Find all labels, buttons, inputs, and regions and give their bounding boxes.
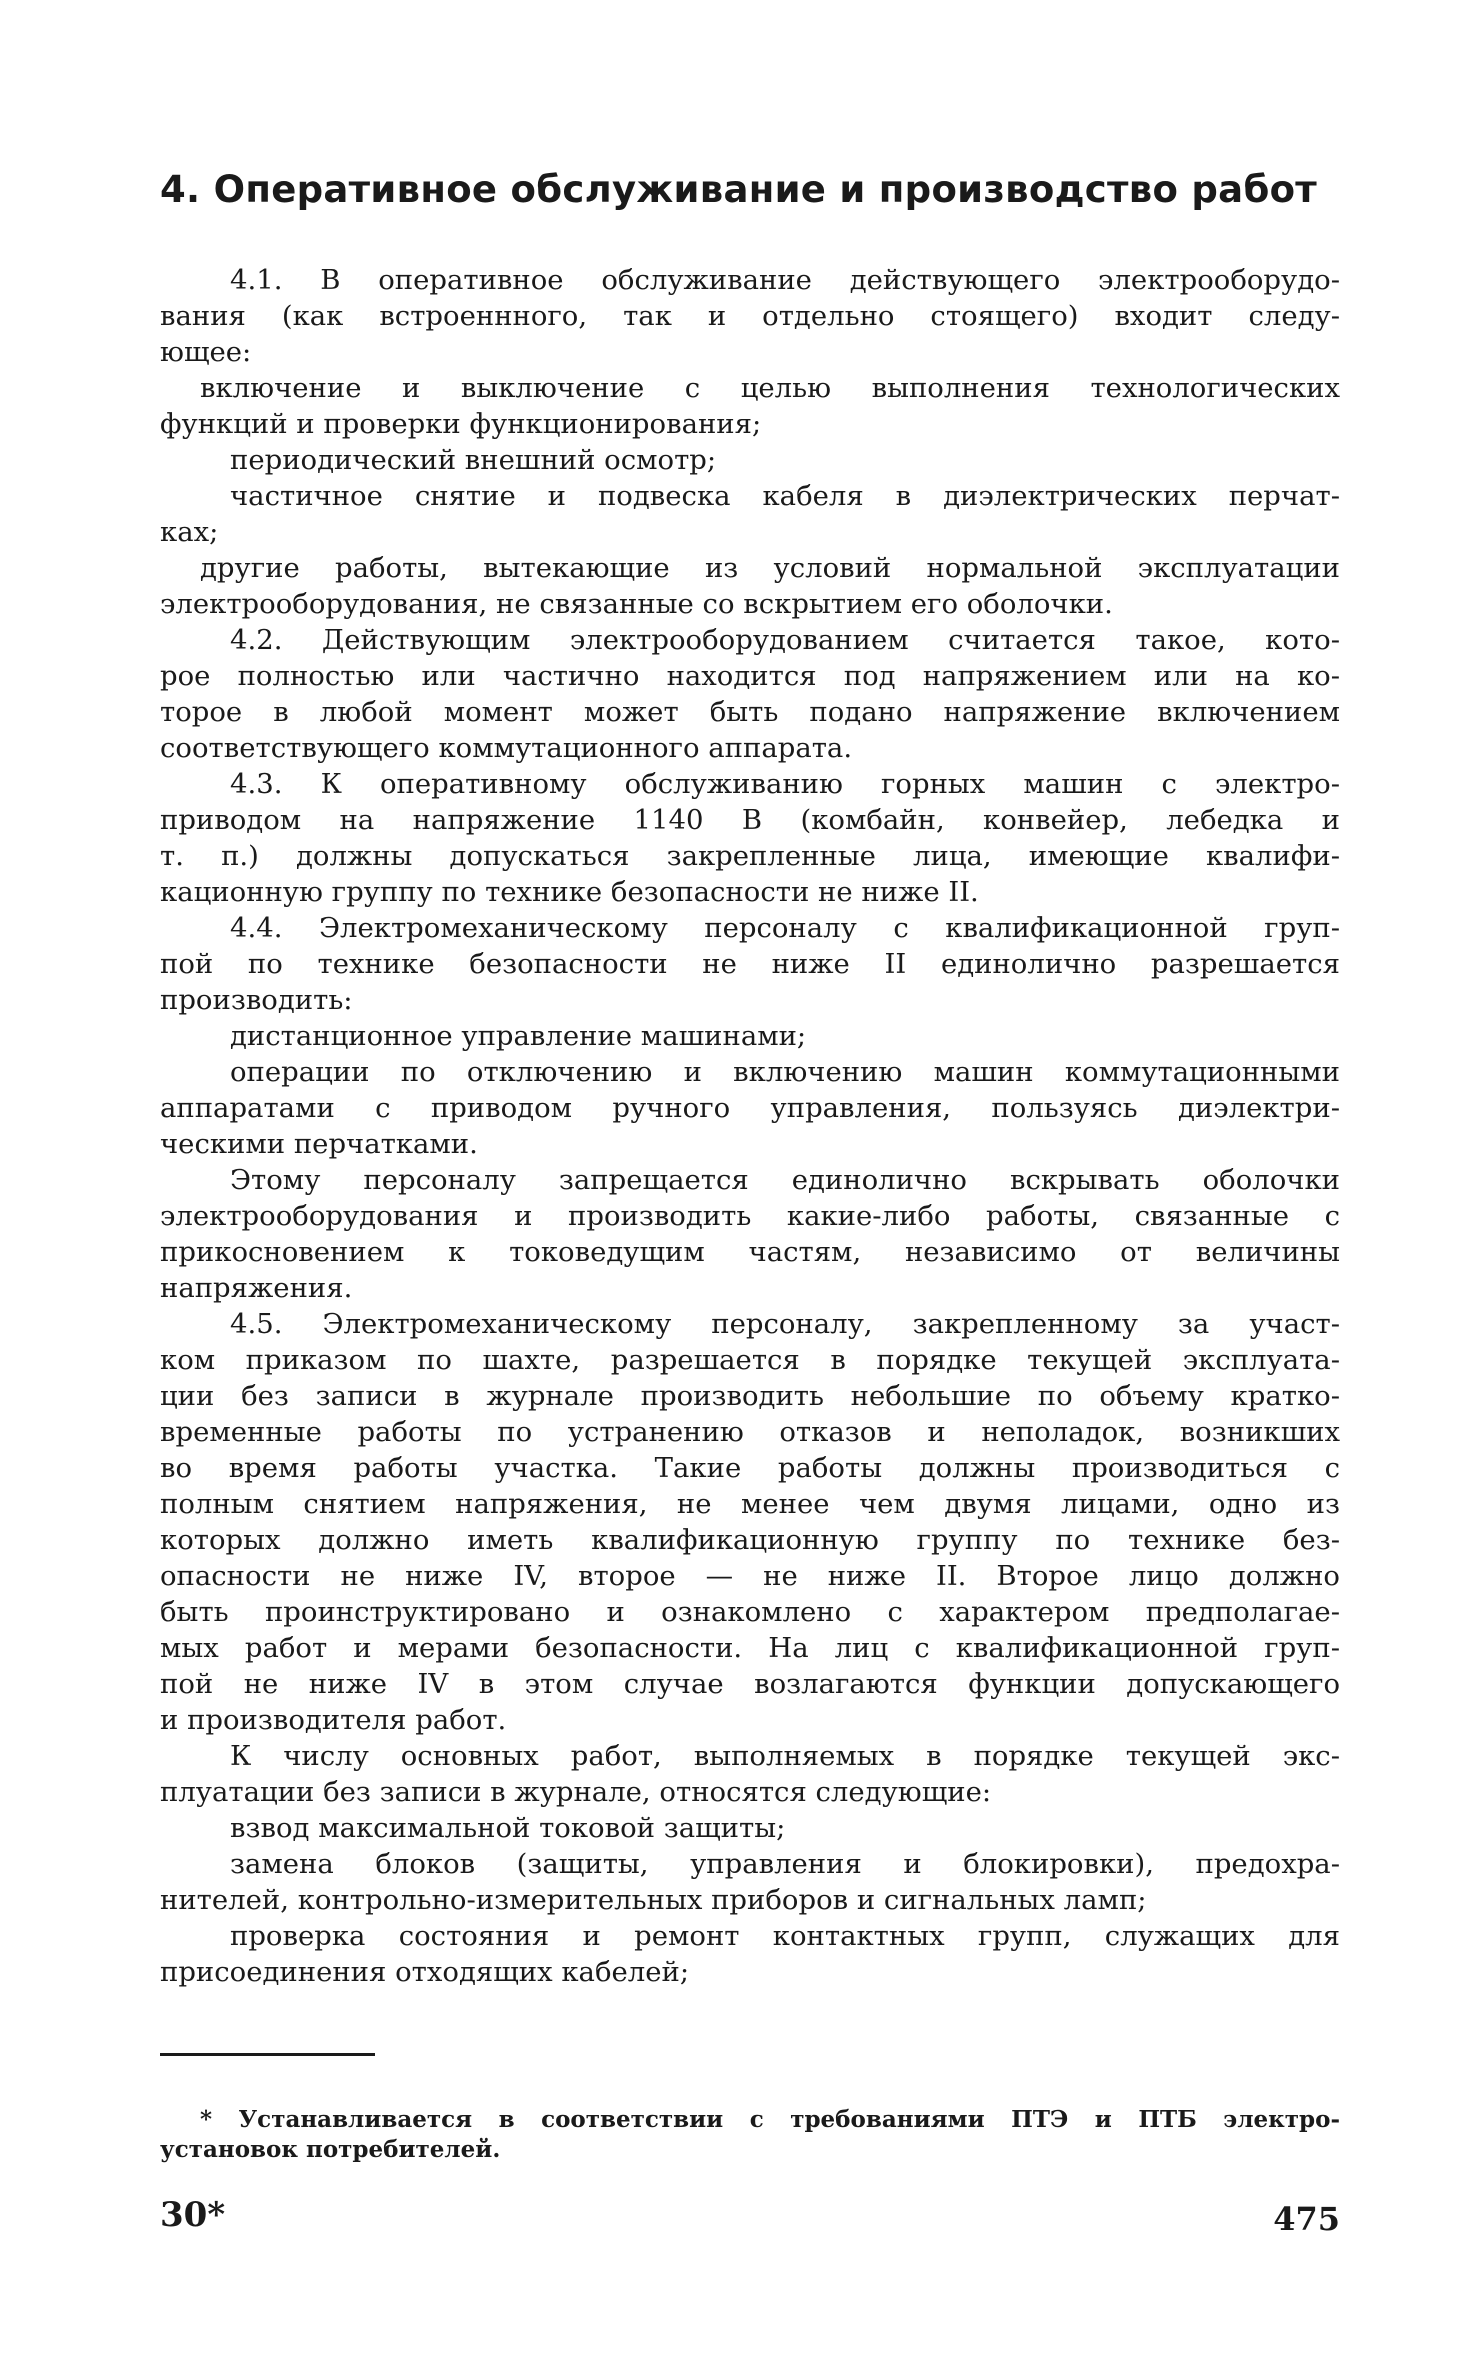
text-line: 4.4. Электромеханическому персоналу с квалификационной груп- [230,912,1340,944]
text-line: проверка состояния и ремонт контактных групп, служащих для [230,1920,1340,1952]
signature-mark: 30* [160,2195,226,2235]
text-line: прикосновением к токоведущим частям, независимо от величины [160,1236,1340,1268]
text-line: производить: [160,984,353,1016]
paragraph [160,1162,1340,1306]
paragraph [160,1054,1340,1162]
text-line: аппаратами с приводом ручного управления, пользуясь диэлектри- [160,1092,1340,1124]
paragraph [160,910,1340,1018]
text-line: К числу основных работ, выполняемых в порядке текущей экс- [230,1740,1340,1772]
paragraph [160,622,1340,766]
text-line: 4.1. В оперативное обслуживание действующего электрооборудо- [230,264,1340,296]
text-line: функций и проверки функционирования; [160,408,762,440]
text-line: плуатации без записи в журнале, относятся следующие: [160,1776,992,1808]
text-line: 4.3. К оперативному обслуживанию горных машин с электро- [230,768,1340,800]
footnote-line: * Устанавливается в соответствии с требованиями ПТЭ и ПТБ электро- [200,2106,1340,2133]
text-line: кационную группу по технике безопасности не ниже II. [160,876,979,908]
text-line: ком приказом по шахте, разрешается в порядке текущей эксплуата- [160,1344,1340,1376]
text-line: операции по отключению и включению машин коммутационными [230,1056,1340,1088]
paragraph [160,478,1340,550]
text-line: 4.5. Электромеханическому персоналу, закрепленному за участ- [230,1308,1340,1340]
text-line: 4.2. Действующим электрооборудованием считается такое, кото- [230,624,1340,656]
text-line: присоединения отходящих кабелей; [160,1956,690,1988]
text-line: замена блоков (защиты, управления и блокировки), предохра- [230,1848,1340,1880]
text-line: дистанционное управление машинами; [230,1020,807,1052]
text-line: приводом на напряжение 1140 В (комбайн, конвейер, лебедка и [160,804,1340,836]
paragraph [160,370,1340,442]
text-line: полным снятием напряжения, не менее чем двумя лицами, одно из [160,1488,1340,1520]
text-line: взвод максимальной токовой защиты; [230,1812,786,1844]
text-line: опасности не ниже IV, второе — не ниже II. Второе лицо должно [160,1560,1340,1592]
footnote-separator [160,2053,375,2056]
text-line: ции без записи в журнале производить небольшие по объему кратко- [160,1380,1340,1412]
footnote-line: установок потребителей. [160,2136,501,2163]
text-line: быть проинструктировано и ознакомлено с характером предполагае- [160,1596,1340,1628]
paragraph [160,262,1340,370]
text-line: пой по технике безопасности не ниже II единолично разрешается [160,948,1340,980]
text-line: ках; [160,516,219,548]
text-line: ющее: [160,336,252,368]
paragraph [160,1846,1340,1918]
paragraph [160,1810,1340,1846]
text-line: соответствующего коммутационного аппарата. [160,732,853,764]
text-line: пой не ниже IV в этом случае возлагаются функции допускающего [160,1668,1340,1700]
text-line: во время работы участка. Такие работы должны производиться с [160,1452,1340,1484]
section-heading: 4. Оперативное обслуживание и производство работ [160,168,1318,211]
text-line: т. п.) должны допускаться закрепленные лица, имеющие квалифи- [160,840,1340,872]
body-text [160,262,1340,1990]
paragraph [160,1306,1340,1738]
page-number: 475 [1273,2200,1340,2238]
paragraph [160,766,1340,910]
text-line: и производителя работ. [160,1704,507,1736]
paragraph [160,1738,1340,1810]
text-line: торое в любой момент может быть подано напряжение включением [160,696,1340,728]
paragraph [160,442,1340,478]
paragraph [160,1918,1340,1990]
text-line: которых должно иметь квалификационную группу по технике без- [160,1524,1340,1556]
text-line: вания (как встроеннного, так и отдельно стоящего) входит следу- [160,300,1340,332]
text-line: мых работ и мерами безопасности. На лиц с квалификационной груп- [160,1632,1340,1664]
paragraph [160,550,1340,622]
text-line: Этому персоналу запрещается единолично вскрывать оболочки [230,1164,1340,1196]
text-line: частичное снятие и подвеска кабеля в диэлектрических перчат- [230,480,1340,512]
text-line: напряжения. [160,1272,353,1304]
paragraph [160,1018,1340,1054]
text-line: периодический внешний осмотр; [230,444,717,476]
text-line: ческими перчатками. [160,1128,478,1160]
text-line: электрооборудования, не связанные со вскрытием его оболочки. [160,588,1113,620]
text-line: временные работы по устранению отказов и неполадок, возникших [160,1416,1340,1448]
text-line: другие работы, вытекающие из условий нормальной эксплуатации [200,552,1340,584]
text-line: включение и выключение с целью выполнения технологических [200,372,1340,404]
text-line: рое полностью или частично находится под напряжением или на ко- [160,660,1340,692]
text-line: нителей, контрольно-измерительных приборов и сигнальных ламп; [160,1884,1147,1916]
footnote [160,2105,1340,2165]
text-line: электрооборудования и производить какие-либо работы, связанные с [160,1200,1340,1232]
